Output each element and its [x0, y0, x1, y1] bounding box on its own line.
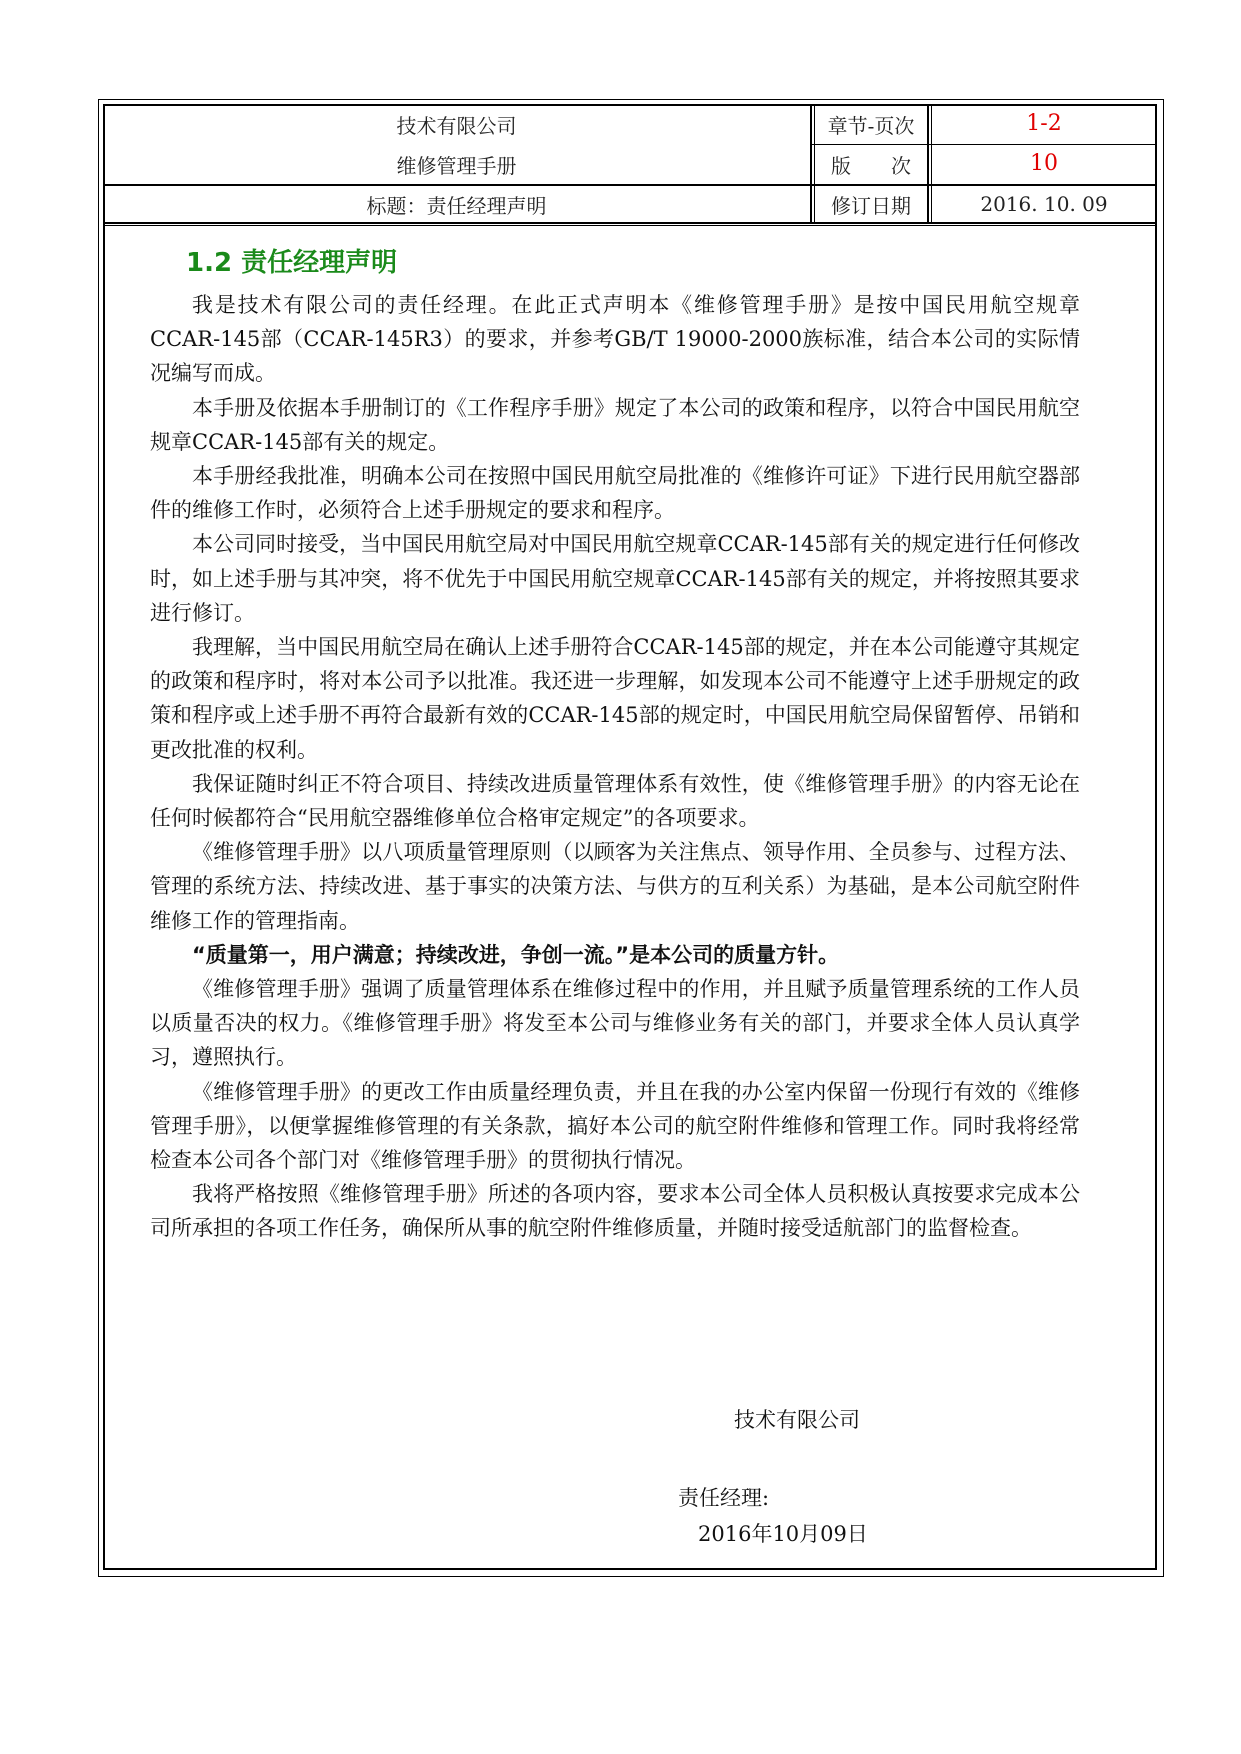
manual-name: 维修管理手册 — [396, 153, 517, 178]
quality-policy: “质量第一，用户满意；持续改进，争创一流。”是本公司的质量方针。 — [192, 942, 840, 967]
document-title: 标题：责任经理声明 — [366, 193, 547, 218]
paragraph: 我将严格按照《维修管理手册》所述的各项内容，要求本公司全体人员积极认真按要求完成本公司所承担的各项工作任务，确保所从事的航空附件维修质量，并随时接受适航部门的监督检查。 — [150, 1182, 1080, 1241]
revision-date: 2016. 10. 09 — [980, 192, 1108, 216]
signature-company: 技术有限公司 — [734, 1408, 860, 1432]
signature-manager-label: 责任经理: — [678, 1486, 770, 1510]
paragraph: 我保证随时纠正不符合项目、持续改进质量管理体系有效性，使《维修管理手册》的内容无论在任何时候都符合“民用航空器维修单位合格审定规定”的各项要求。 — [150, 771, 1080, 831]
paragraph: 我是技术有限公司的责任经理。在此正式声明本《维修管理手册》是按中国民用航空规章CCAR-145部（CCAR-145R3）的要求，并参考GB/T 19000-2000族标准，结合本公司的实际情况编写而成。 — [150, 293, 1080, 386]
paragraph: 《维修管理手册》以八项质量管理原则（以顾客为关注焦点、领导作用、全员参与、过程方法、管理的系统方法、持续改进、基于事实的决策方法、与供方的互利关系）为基础，是本公司航空附件维修工作的管理指南。 — [150, 840, 1080, 933]
paragraph: 本公司同时接受，当中国民用航空局对中国民用航空规章CCAR-145部有关的规定进行任何修改时，如上述手册与其冲突，将不优先于中国民用航空规章CCAR-145部有关的规定，并将按照其要求进行修订。 — [150, 532, 1080, 625]
edition-value: 10 — [1030, 150, 1058, 176]
header-col-divider-1 — [810, 104, 812, 224]
paragraph: 《维修管理手册》强调了质量管理体系在维修过程中的作用，并且赋予质量管理系统的工作人员以质量否决的权力。《维修管理手册》将发至本公司与维修业务有关的部门，并要求全体人员认真学习，遵照执行。 — [150, 977, 1080, 1070]
chapter-label: 章节-页次 — [827, 113, 915, 138]
company-name: 技术有限公司 — [396, 113, 517, 138]
header-bottom-border-2 — [103, 225, 1157, 226]
document-body — [150, 244, 1080, 1246]
paragraph: 本手册及依据本手册制订的《工作程序手册》规定了本公司的政策和程序，以符合中国民用航空规章CCAR-145部有关的规定。 — [150, 395, 1080, 454]
paragraph: 《维修管理手册》的更改工作由质量经理负责，并且在我的办公室内保留一份现行有效的《维修管理手册》，以便掌握维修管理的有关条款，搞好本公司的航空附件维修和管理工作。同时我将经常检查本公司各个部门对《维修管理手册》的贯彻执行情况。 — [150, 1079, 1080, 1173]
revision-label: 修订日期 — [831, 193, 911, 218]
section-title: 1.2 责任经理声明 — [186, 248, 398, 278]
signature-date: 2016年10月09日 — [698, 1522, 868, 1546]
paragraph: 本手册经我批准，明确本公司在按照中国民用航空局批准的《维修许可证》下进行民用航空器部件的维修工作时，必须符合上述手册规定的要求和程序。 — [150, 464, 1080, 523]
paragraph: 我理解，当中国民用航空局在确认上述手册符合CCAR-145部的规定，并在本公司能遵守其规定的政策和程序时，将对本公司予以批准。我还进一步理解，如发现本公司不能遵守上述手册规定的政策和程序或上述手册不再符合最新有效的CCAR-145部的规定时，中国民用航空局保留暂停、吊销和更改批准的权利。 — [150, 635, 1080, 762]
edition-label: 版 次 — [831, 153, 911, 178]
document-header — [103, 104, 1157, 224]
chapter-value: 1-2 — [1026, 110, 1062, 136]
